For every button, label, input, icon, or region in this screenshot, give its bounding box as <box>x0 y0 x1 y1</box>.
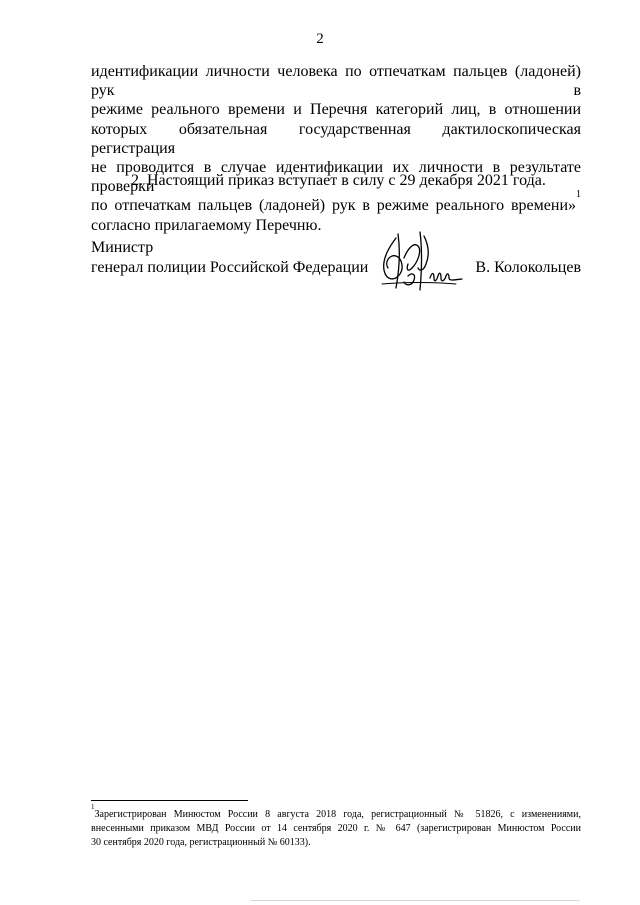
page-number: 2 <box>316 31 324 47</box>
footnote-reference[interactable]: 1 <box>576 189 581 201</box>
footnote-line-2: внесенными приказом МВД России от 14 сентября 2020 г. № 647 (зарегистрирован Минюстом России <box>91 823 581 834</box>
paragraph-1-line-5-text: по отпечаткам пальцев (ладоней) рук в режиме реального времени» <box>91 197 576 215</box>
paragraph-1 <box>91 62 581 235</box>
paragraph-2: 2. Настоящий приказ вступает в силу с 29 декабря 2021 года. <box>131 172 546 189</box>
paragraph-1-line-2: режиме реального времени и Перечня категорий лиц, в отношении <box>91 101 581 119</box>
signatory-name: В. Колокольцев <box>475 258 581 276</box>
signatory-position: Министр <box>91 239 154 256</box>
footnote-line-1-text: Зарегистрирован Минюстом России 8 августа 2018 года, регистрационный № 51826, с изменениями, <box>94 809 581 820</box>
paragraph-1-line-3: которых обязательная государственная дактилоскопическая регистрация <box>91 120 581 157</box>
paragraph-1-line-5 <box>91 189 581 215</box>
scan-edge-mark <box>250 900 580 901</box>
paragraph-1-line-6: согласно прилагаемому Перечню. <box>91 216 322 234</box>
footnote <box>91 803 581 850</box>
footnote-separator <box>91 800 248 801</box>
footnote-line-3: 30 сентября 2020 года, регистрационный № 60133). <box>91 837 311 848</box>
footnote-line-1 <box>91 803 581 822</box>
paragraph-1-line-4: не проводится в случае идентификации их личности в результате проверки <box>91 159 581 196</box>
signatory-title-block <box>91 238 368 277</box>
paragraph-1-line-1: идентификации личности человека по отпечаткам пальцев (ладоней) рук в <box>91 63 581 100</box>
signatory-rank: генерал полиции Российской Федерации <box>91 258 369 276</box>
handwritten-signature <box>374 228 466 294</box>
footnote-marker: 1 <box>91 803 95 811</box>
